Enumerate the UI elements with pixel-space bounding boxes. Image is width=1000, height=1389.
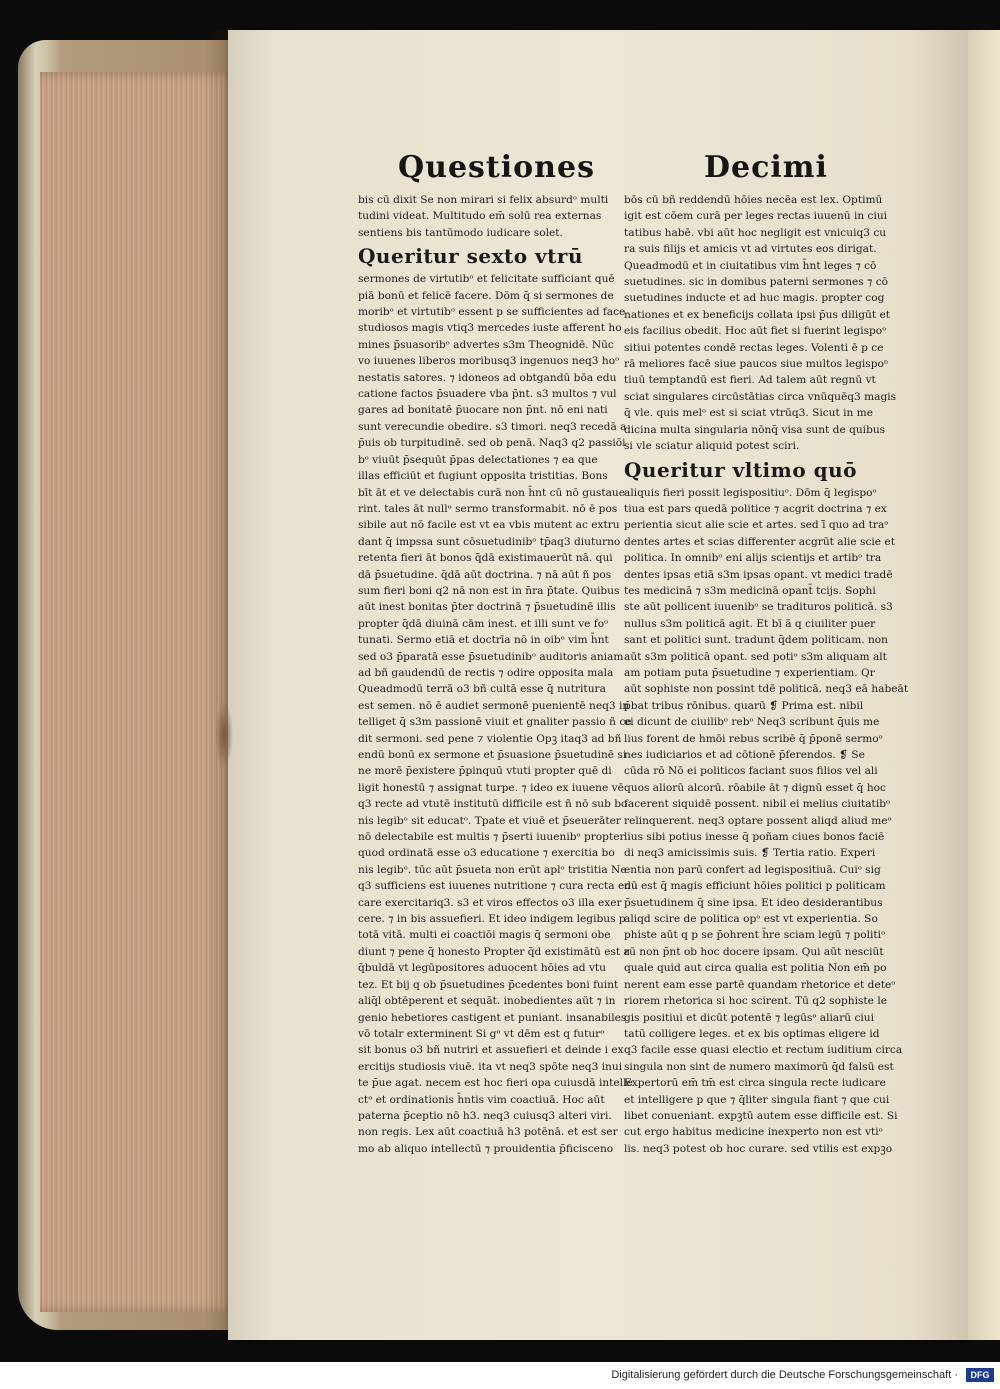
text-line: ste aūt pollicent iuuenibᵒ se tradituros politicā. s3 [624,601,893,614]
text-line: aūt inest bonitas p̄ter doctrinā ⁊ p̄suetudinē illis [358,601,616,614]
text-line: bīt āt et ve delectabis curā non h̄nt cū nō gustaue [358,486,626,499]
text-line: studiosos magis vtiq3 mercedes iuste afferent ho [358,322,622,335]
text-line: nullus s3m politicā agit. Et bī ā q ciuiliter puer [624,617,876,630]
text-line: care exercitariq3. s3 et viros effectos o3 illa exer [358,896,622,909]
text-line: quale quid aut circa qualia est politia Non em̄ po [624,962,887,975]
text-line: bōs cū bñ reddendū hōies necēa est lex. Optimū [624,194,883,206]
text-line: illas efficiūt et fugiunt opposita tristitias. Bons [358,470,608,483]
text-line: nū est q̄ magis efficiunt hōies politici p politicam [624,880,886,893]
text-line: facerent siquidē possent. nibil ei melius ciuitatibᵒ [624,798,891,811]
running-head-right: Decimi [704,150,828,185]
text-line: ei dicunt de ciuilibᵒ rebᵒ Neq3 scribunt q̄uis me [624,716,880,729]
text-line: piā bonū et felicē facere. Dōm q̄ si sermones de [358,289,614,302]
text-line: dit sermoni. sed pene ⁊ violentie Opꝫ itaq3 ad bñ [358,732,622,745]
text-line: relinquerent. neq3 optare possent aliqd aliud meᵒ [624,814,892,827]
text-line: q̄buldā vt legūpositores aduocent hōies ad vtu [358,962,607,975]
text-line: si vle sciatur aliquid potest sciri. [624,440,800,453]
dfg-logo: DFG [966,1368,994,1382]
left-column-intro [358,192,609,241]
text-line: vo iuuenes liberos moribusq3 ingenuos neq3 hoᵒ [358,355,620,368]
text-line: nestatis satores. ⁊ idoneos ad obtgandū bōa edu [358,371,617,384]
text-line: telliget q̄ s3m passionē viuit et gnaliter passio ñ ce [358,716,632,729]
text-line: te p̄ue agat. necem est hoc fieri opa cuiusdā intelle [358,1077,633,1090]
text-line: sibile aut nō facile est vt ea vbis mutent ac extru [358,519,620,532]
text-line: suetudines inducte et ad huc magis. propter cog [624,292,885,305]
text-line: lius forent de hmōi rebus scribē q̄ p̄ponē sermoᵒ [624,732,883,745]
text-line: lius sibi potius inesse q̄ poñam ciues bonos faciē [624,831,885,844]
text-line: quod ordinatā esse o3 educatione ⁊ exercitia bo [358,847,615,860]
text-line: rā meliores facē siue paucos siue multos legispoⁿ [624,358,889,371]
text-line: aūt s3m politicā opant. sed potiᵒ s3m aliquam alt [624,650,887,663]
text-line: perientia sicut alie scie et artes. sed ī̄ quo ad traᵒ [624,519,889,532]
text-line: rint. tales āt nullᵒ sermo transformabit. nō ē pos [358,502,618,515]
text-column-left [358,192,638,1155]
text-line: ra suis filijs et amicis vt ad virtutes eos dirigat. [624,243,877,256]
text-line: sunt verecundie obedire. s3 timori. neq3 recedā a [358,420,627,433]
text-line: sum fieri boni q2 nā non est in n̄ra p̄tate. Quibus [358,584,620,597]
text-line: mo ab aliquo intellectū ⁊ prouidentia p̄ficisceno [358,1142,614,1155]
text-line: tiuū temptandū est fieri. Ad talem aūt regnū vt [624,374,876,387]
text-line: tunati. Sermo etiā et doctrīa nō in oibᵒ vim h̄nt [358,634,609,647]
text-line: politica. In omnibᵒ eni alijs scientijs et artibᵒ tra [624,552,882,565]
text-line: entia non parū confert ad legispositiuā. Cuiᵒ sig [624,863,881,876]
text-line: sit bonus o3 bñ nutriri et assuefieri et deinde i ex [358,1044,624,1057]
text-line: bᵒ viuūt p̄sequūt p̄pas delectationes ⁊ ea que [358,453,598,466]
text-line: nerent eam esse partē quandam rhetorice et deteᵒ [624,978,896,991]
text-line: Queadmodū terrā o3 bñ cultā esse q̄ nutritura [358,683,606,696]
text-line: tatū colligere leges. et ex bis optimas eligere id [624,1027,880,1040]
text-line: nes iudiciarios et ad cōtionē p̄ferendos. ❡ Se [624,749,865,761]
text-line: dentes ipsas etiā s3m ipsas opant. vt medici tradē [624,568,893,581]
text-line: libet conueniant. expꝫtū autem esse difficile est. Si [624,1109,898,1122]
question-heading-sexto: Queritur sexto vtrū [358,244,583,269]
text-line: cut ergo habitus medicine inexperto non est vtiᵒ [624,1126,883,1139]
text-line: ercitijs studiosis viuē. ita vt neq3 spōte neq3 inui [358,1060,623,1073]
text-line: tatibus habē. vbi aūt hoc negligit est vnicuiq3 cu [624,226,887,239]
text-line: q3 recte ad vtutē institutū difficile est ñ nō sub bo [358,798,628,811]
text-line: tudini videat. Multitudo em̄ solū rea externas [358,210,602,223]
left-column-body [358,271,638,1157]
question-heading-vltimo: Queritur vltimo quō [624,457,857,482]
running-head-left: Questiones [398,150,595,185]
text-line: vō totalr exterminent Si gᵒ vt dēm est q futurᵒ [358,1027,605,1040]
page-stain [215,700,233,770]
text-line: moribᵒ et virtutibᵒ essent p se sufficientes ad face [358,306,626,319]
text-line: sant et politici sunt. tradunt q̄dem politicam. non [624,634,889,647]
text-line: nis legibᵒ sit educatᵒ. Tpate et viuē et p̄seuerāter [358,814,621,827]
right-column-intro [624,192,897,455]
text-line: igit est cōem curā per leges rectas iuuenū in ciui [624,210,888,223]
text-line: ne morē p̄existere p̄pinquū vtuti propter quē di [358,765,612,778]
text-line: am potiam puta p̄suetudine ⁊ experientiam. Qr [624,666,875,679]
text-line: paterna p̄ceptio nō h3. neq3 cuiusq3 alteri viri. [358,1109,612,1122]
funding-credit: Digitalisierung gefördert durch die Deutsche Forschungsgemeinschaft · [611,1369,958,1381]
text-line: retenta fieri āt bonos q̄dā existimauerūt nā. qui [358,552,613,565]
text-line: tes medicinā ⁊ s3m medicinā opant̄ tcijs. Sophi [624,584,876,597]
text-line: aūt sophiste non possint tdē politicā. neq3 eā habeāt [624,683,909,696]
text-line: sciat singulares circūstātias circa vnūquēq3 magis [624,390,897,403]
text-line: p̄bat tribus rōnibus. quarū ❡ Prima est. nibil [624,699,864,712]
text-line: phiste aūt q p se p̄ohrent h̄re sciam legū ⁊ politiᵒ [624,929,886,942]
text-line: gares ad bonitatē p̄uocare non p̄nt. nō eni nati [358,404,608,417]
text-line: p̄suetudinem q̄ sine ipsa. Et ideo desiderantibus [624,896,883,909]
text-line: q̄ vle. quis melᵒ est si sciat vtrūq3. Sicut in me [624,407,873,420]
facing-page-edge [968,30,1000,1340]
text-line: dentes artes et scias differenter acgrūt alie scie et [624,535,895,548]
text-line: rū non p̄nt ob hoc docere ipsam. Qui aūt nesciūt [624,945,884,958]
text-line: dā p̄suetudine. q̄dā aūt doctrina. ⁊ nā aūt ñ pos [358,568,612,581]
text-line: Queadmodū et in ciuitatibus vim h̄nt leges ⁊ cō [624,259,877,272]
text-line: riorem rhetorica si hoc scirent. Tū q2 sophiste le [624,995,887,1008]
right-column-body [624,485,909,1158]
text-line: nō delectabile est multis ⁊ p̄serti iuuenibᵒ propter [358,831,625,844]
text-line: endū bonū ex sermone et p̄suasione p̄suetudinē si [358,749,627,761]
text-line: aliquis fieri possit legispositiuᵒ. Dōm q̄ legispoᵒ [624,486,877,499]
text-line: suetudines. sic in domibus paterni sermones ⁊ cō [624,276,889,289]
text-line: non regis. Lex aūt coactiuā h3 potēnā. et est ser [358,1126,618,1139]
text-line: bis cū dixit Se non mirari si felix absurdᵒ multi [358,194,609,206]
text-line: nationes et ex beneficijs collata ipsi p̄us diligūt et [624,308,890,321]
text-line: q3 facile esse quasi electio et rectum iuditium circa [624,1044,903,1057]
text-line: lis. neq3 potest ob hoc curare. sed vtilis est expꝫo [624,1142,893,1155]
text-line: ligit honestū ⁊ assignat turpe. ⁊ ideo ex iuuene vē [358,781,624,794]
text-line: sermones de virtutibᵒ et felicitate sufficiant quē [358,273,615,286]
text-line: q3 sufficiens est iuuenes nutritione ⁊ cura recta edu [358,880,638,893]
text-line: mines p̄suasoribᵒ advertes s3m Theognidē. Nūc [358,338,614,351]
text-line: aliqd scire de politica opᵒ est vt experientia. So [624,913,878,926]
text-line: aliq̄l obtēperent et sequāt. inobedientes aūt ⁊ in [358,995,616,1008]
text-line: dicina multa singularia nōnq̄ visa sunt de quibus [624,423,886,436]
text-line: catione factos p̄suadere vba p̄nt. s3 multos ⁊ vul [358,388,617,401]
text-line: dant q̄ impssa sunt cōsuetudinibᵒ tp̄aq3 diuturno [358,535,621,548]
text-line: eis facilius obedit. Hoc aūt fiet si fuerint legispoᵒ [624,325,887,338]
text-line: p̄uis ob turpitudinē. sed ob penā. Naq3 q2 passiōi [358,437,626,450]
text-line: tiua est pars quedā politice ⁊ acgrit doctrina ⁊ ex [624,502,887,515]
text-line: sitiui potentes condē rectas leges. Volenti ē p ce [624,341,884,354]
text-line: cūda rō Nō ei politicos faciant suos filios vel ali [624,765,878,778]
text-line: sed o3 p̄paratā esse p̄suetudinibᵒ auditoris aniam [358,650,624,663]
text-line: di neq3 amicissimis suis. ❡ Tertia ratio. Experi [624,847,876,860]
text-line: Expertorū em̄ tm̄ est circa singula recte iudicare [624,1077,886,1090]
text-line: diunt ⁊ pene q̄ honesto Propter q̄d existimātū est a [358,945,630,958]
digitization-footer [0,1362,1000,1389]
text-line: totā vitā. multi ei coactiōi magis q̄ sermoni obe [358,929,611,942]
text-line: nis legibᵒ. tūc aūt p̄sueta non erūt aplᵒ tristitia Ne [358,863,627,876]
text-line: quos aliorū alcorū. rōabile āt ⁊ dignū esset q̄ hoc [624,781,886,794]
text-column-right [624,192,909,1155]
text-line: propter q̄dā diuinā cām inest. et illi sunt ve foᵒ [358,617,609,630]
text-line: genio hebetiores castigent et puniant. insanabiles [358,1011,627,1024]
text-line: gis positiui et dicūt potentē ⁊ legūsᵒ aliarū ciui [624,1011,875,1024]
text-line: ad bñ gaudendū de rectis ⁊ odire opposita mala [358,666,614,679]
text-line: tez. Et bij q ob p̄suetudines p̄cedentes boni fuint [358,978,619,991]
text-line: et intelligere p que ⁊ q̄liter singula fiant ⁊ que cui [624,1093,890,1106]
text-line: est semen. nō ē audiet sermonē puenientē neq3 in [358,699,630,712]
text-line: cere. ⁊ in bis assuefieri. Et ideo indigem legibus p [358,913,626,926]
text-line: ctᵒ et ordinationis h̄ntis vim coactiuā. Hoc aūt [358,1093,605,1106]
text-line: sentiens bis tantūmodo iudicare solet. [358,226,563,239]
text-line: singula non sint de numero maximorū q̄d falsū est [624,1060,894,1073]
